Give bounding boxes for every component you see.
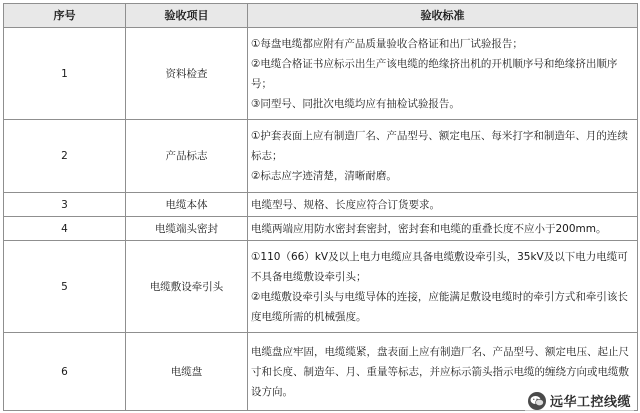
row-number: 1: [4, 28, 126, 120]
row-item: 资料检查: [126, 28, 248, 120]
row-number: 4: [4, 217, 126, 241]
row-item: 电缆端头密封: [126, 217, 248, 241]
row-number: 2: [4, 120, 126, 193]
standard-line: ①每盘电缆都应附有产品质量验收合格证和出厂试验报告；: [251, 37, 523, 50]
row-item: 电缆本体: [126, 193, 248, 217]
row-standard: [248, 193, 638, 217]
header-item: 验收项目: [126, 4, 248, 28]
table-row: [4, 193, 638, 217]
standard-line: ①护套表面上应有制造厂名、产品型号、额定电压、每米打字和制造年、月的连续标志；: [251, 130, 628, 162]
watermark: [525, 390, 634, 411]
table-header-row: [4, 4, 638, 28]
table-row: [4, 120, 638, 193]
acceptance-table: [3, 3, 638, 411]
row-standard: [248, 28, 638, 120]
row-standard: [248, 241, 638, 333]
header-no: 序号: [4, 4, 126, 28]
table-row: [4, 241, 638, 333]
standard-line: 电缆两端应用防水密封套密封，密封套和电缆的重叠长度不应小于200mm。: [251, 222, 607, 235]
standard-line: ②电缆敷设牵引头与电缆导体的连接，应能满足敷设电缆时的牵引方式和牵引该长度电缆所需的机械强度。: [251, 290, 628, 323]
standard-line: ①110（66）kV及以上电力电缆应具备电缆敷设牵引头，35kV及以下电力电缆可不具备电缆敷设牵引头；: [251, 250, 628, 283]
row-item: 电缆敷设牵引头: [126, 241, 248, 333]
standard-line: 电缆盘应牢固，电缆缆紧，盘表面上应有制造厂名、产品型号、额定电压、起止尺寸和长度、制造年、月、重量等标志，并应标示箭头指示电缆的缠绕方向或电缆敷设方向。: [251, 345, 629, 398]
standard-line: ②标志应字迹清楚，清晰耐磨。: [251, 170, 397, 182]
row-number: 3: [4, 193, 126, 217]
watermark-text: 远华工控线缆: [549, 395, 631, 410]
row-item: 电缆盘: [126, 333, 248, 411]
standard-line: ③同型号、同批次电缆均应有抽检试验报告。: [251, 97, 460, 110]
table-row: [4, 217, 638, 241]
standard-line: 电缆型号、规格、长度应符合订货要求。: [251, 198, 440, 211]
row-item: 产品标志: [126, 120, 248, 193]
row-number: 5: [4, 241, 126, 333]
row-number: 6: [4, 333, 126, 411]
row-standard: [248, 120, 638, 193]
header-standard: 验收标准: [248, 4, 638, 28]
standard-line: ②电缆合格证书应标示出生产该电缆的绝缘挤出机的开机顺序号和绝缘挤出顺序号；: [251, 57, 618, 90]
row-standard: [248, 217, 638, 241]
table-row: [4, 28, 638, 120]
wechat-icon: [528, 392, 546, 410]
